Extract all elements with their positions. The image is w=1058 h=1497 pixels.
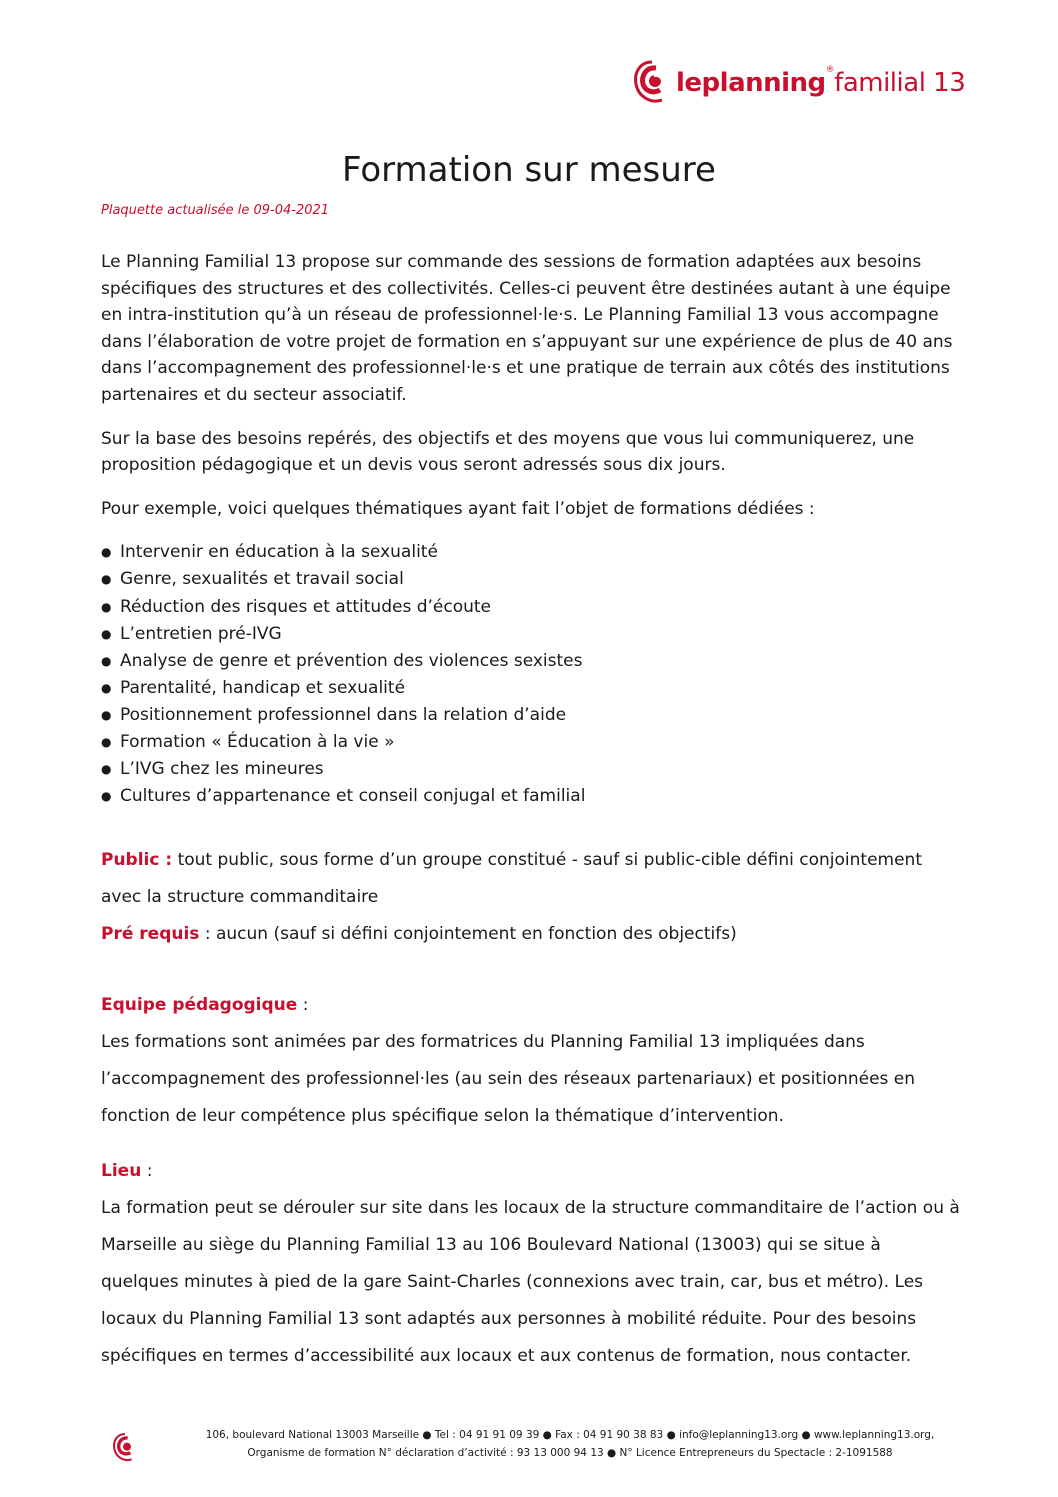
list-item-text: L’entretien pré-IVG xyxy=(120,623,282,644)
footer-logo-icon xyxy=(110,1430,140,1466)
list-item xyxy=(101,729,961,756)
bullet-icon: ● xyxy=(101,680,112,695)
bullet-icon: ● xyxy=(101,789,112,804)
bullet-icon: ● xyxy=(101,626,112,641)
list-item xyxy=(101,756,961,783)
logo-bold: leplanning xyxy=(676,68,826,98)
footer-registration-line: Organisme de formation N° déclaration d’activité : 93 13 000 94 13 ● N° Licence Entrepreneurs du Spectacle : 2-1091588 xyxy=(247,1447,893,1459)
examples-intro: Pour exemple, voici quelques thématiques ayant fait l’objet de formations dédiées : xyxy=(101,498,815,519)
list-item xyxy=(101,675,961,702)
list-item-text: Formation « Éducation à la vie » xyxy=(120,732,395,752)
themes-list xyxy=(101,539,961,810)
list-item-text: Positionnement professionnel dans la relation d’aide xyxy=(120,704,567,725)
logo-rest: familial 13 xyxy=(834,68,966,98)
bullet-icon: ● xyxy=(101,599,112,614)
bullet-icon: ● xyxy=(101,762,112,777)
list-item xyxy=(101,621,961,648)
bullet-icon: ● xyxy=(101,653,112,668)
list-item xyxy=(101,566,961,593)
equipe-text: Les formations sont animées par des formatrices du Planning Familial 13 impliquées dans l’accompagnement des professionnel·les (au sein des réseaux partenariaux) et positionnées en fonction de leur compétence plus spécifique selon la thématique d’intervention. xyxy=(101,1032,916,1127)
public-text: tout public, sous forme d’un groupe constitué - sauf si public-cible défini conjointement avec la structure commanditaire xyxy=(101,850,922,908)
list-item-text: Cultures d’appartenance et conseil conjugal et familial xyxy=(120,786,586,807)
list-item xyxy=(101,594,961,621)
prerequis-section xyxy=(101,916,961,953)
logo-mark: ® xyxy=(825,65,835,76)
list-item-text: Analyse de genre et prévention des violences sexistes xyxy=(120,650,583,671)
process-paragraph: Sur la base des besoins repérés, des objectifs et des moyens que vous lui communiquerez, une proposition pédagogique et un devis vous seront adressés sous dix jours. xyxy=(101,428,915,476)
page-footer xyxy=(110,1426,970,1470)
lieu-suffix: : xyxy=(141,1161,153,1182)
list-item-text: Genre, sexualités et travail social xyxy=(120,569,404,590)
list-item-text: Parentalité, handicap et sexualité xyxy=(120,677,406,698)
list-item xyxy=(101,702,961,729)
equipe-heading xyxy=(101,987,961,1024)
list-item-text: Intervenir en éducation à la sexualité xyxy=(120,542,438,563)
bullet-icon: ● xyxy=(101,735,112,749)
bullet-icon: ● xyxy=(101,707,112,722)
intro-paragraph: Le Planning Familial 13 propose sur commande des sessions de formation adaptées aux besoins spécifiques des structures et des collectivités. Celles-ci peuvent être destinées autant à une équipe en intra-institution qu’à un réseau de professionnel·le·s. Le Planning Familial 13 vous accompagne dans l’élaboration de votre projet de formation en s’appuyant sur une expérience de plus de 40 ans dans l’accompagnement des professionnel·le·s et une pratique de terrain aux côtés des institutions partenaires et du secteur associatif. xyxy=(101,252,953,405)
public-section xyxy=(101,842,961,916)
planning-familial-swirl-icon xyxy=(630,56,674,110)
equipe-suffix: : xyxy=(297,995,309,1016)
equipe-label: Equipe pédagogique xyxy=(101,995,298,1016)
update-date: Plaquette actualisée le 09-04-2021 xyxy=(101,203,330,218)
bullet-icon: ● xyxy=(101,545,112,560)
lieu-text: La formation peut se dérouler sur site dans les locaux de la structure commanditaire de l’action ou à Marseille au siège du Planning Familial 13 au 106 Boulevard National (13003) qui se situe à quelques minutes à pied de la gare Saint-Charles (connexions avec train, car, bus et métro). Les locaux du Planning Familial 13 sont adaptés aux personnes à mobilité réduite. Pour des besoins spécifiques en termes d’accessibilité aux locaux et aux contenus de formation, nous contacter. xyxy=(101,1198,960,1367)
document-body xyxy=(101,249,961,1375)
lieu-heading xyxy=(101,1153,961,1190)
lieu-label: Lieu xyxy=(101,1161,142,1182)
list-item-text: L’IVG chez les mineures xyxy=(120,759,324,780)
page-title: Formation sur mesure xyxy=(342,150,716,190)
list-item xyxy=(101,539,961,566)
logo-text xyxy=(676,65,966,98)
prerequis-text: : aucun (sauf si défini conjointement en fonction des objectifs) xyxy=(199,924,737,945)
list-item xyxy=(101,783,961,810)
bullet-icon: ● xyxy=(101,572,112,587)
list-item xyxy=(101,648,961,675)
list-item-text: Réduction des risques et attitudes d’écoute xyxy=(120,596,492,617)
public-label: Public : xyxy=(101,850,173,871)
footer-contact-line: 106, boulevard National 13003 Marseille ● Tel : 04 91 91 09 39 ● Fax : 04 91 90 38 83 ● info@leplanning13.org ● www.leplanning13.org, xyxy=(205,1429,935,1441)
prerequis-label: Pré requis xyxy=(101,924,200,945)
logo xyxy=(630,56,970,116)
